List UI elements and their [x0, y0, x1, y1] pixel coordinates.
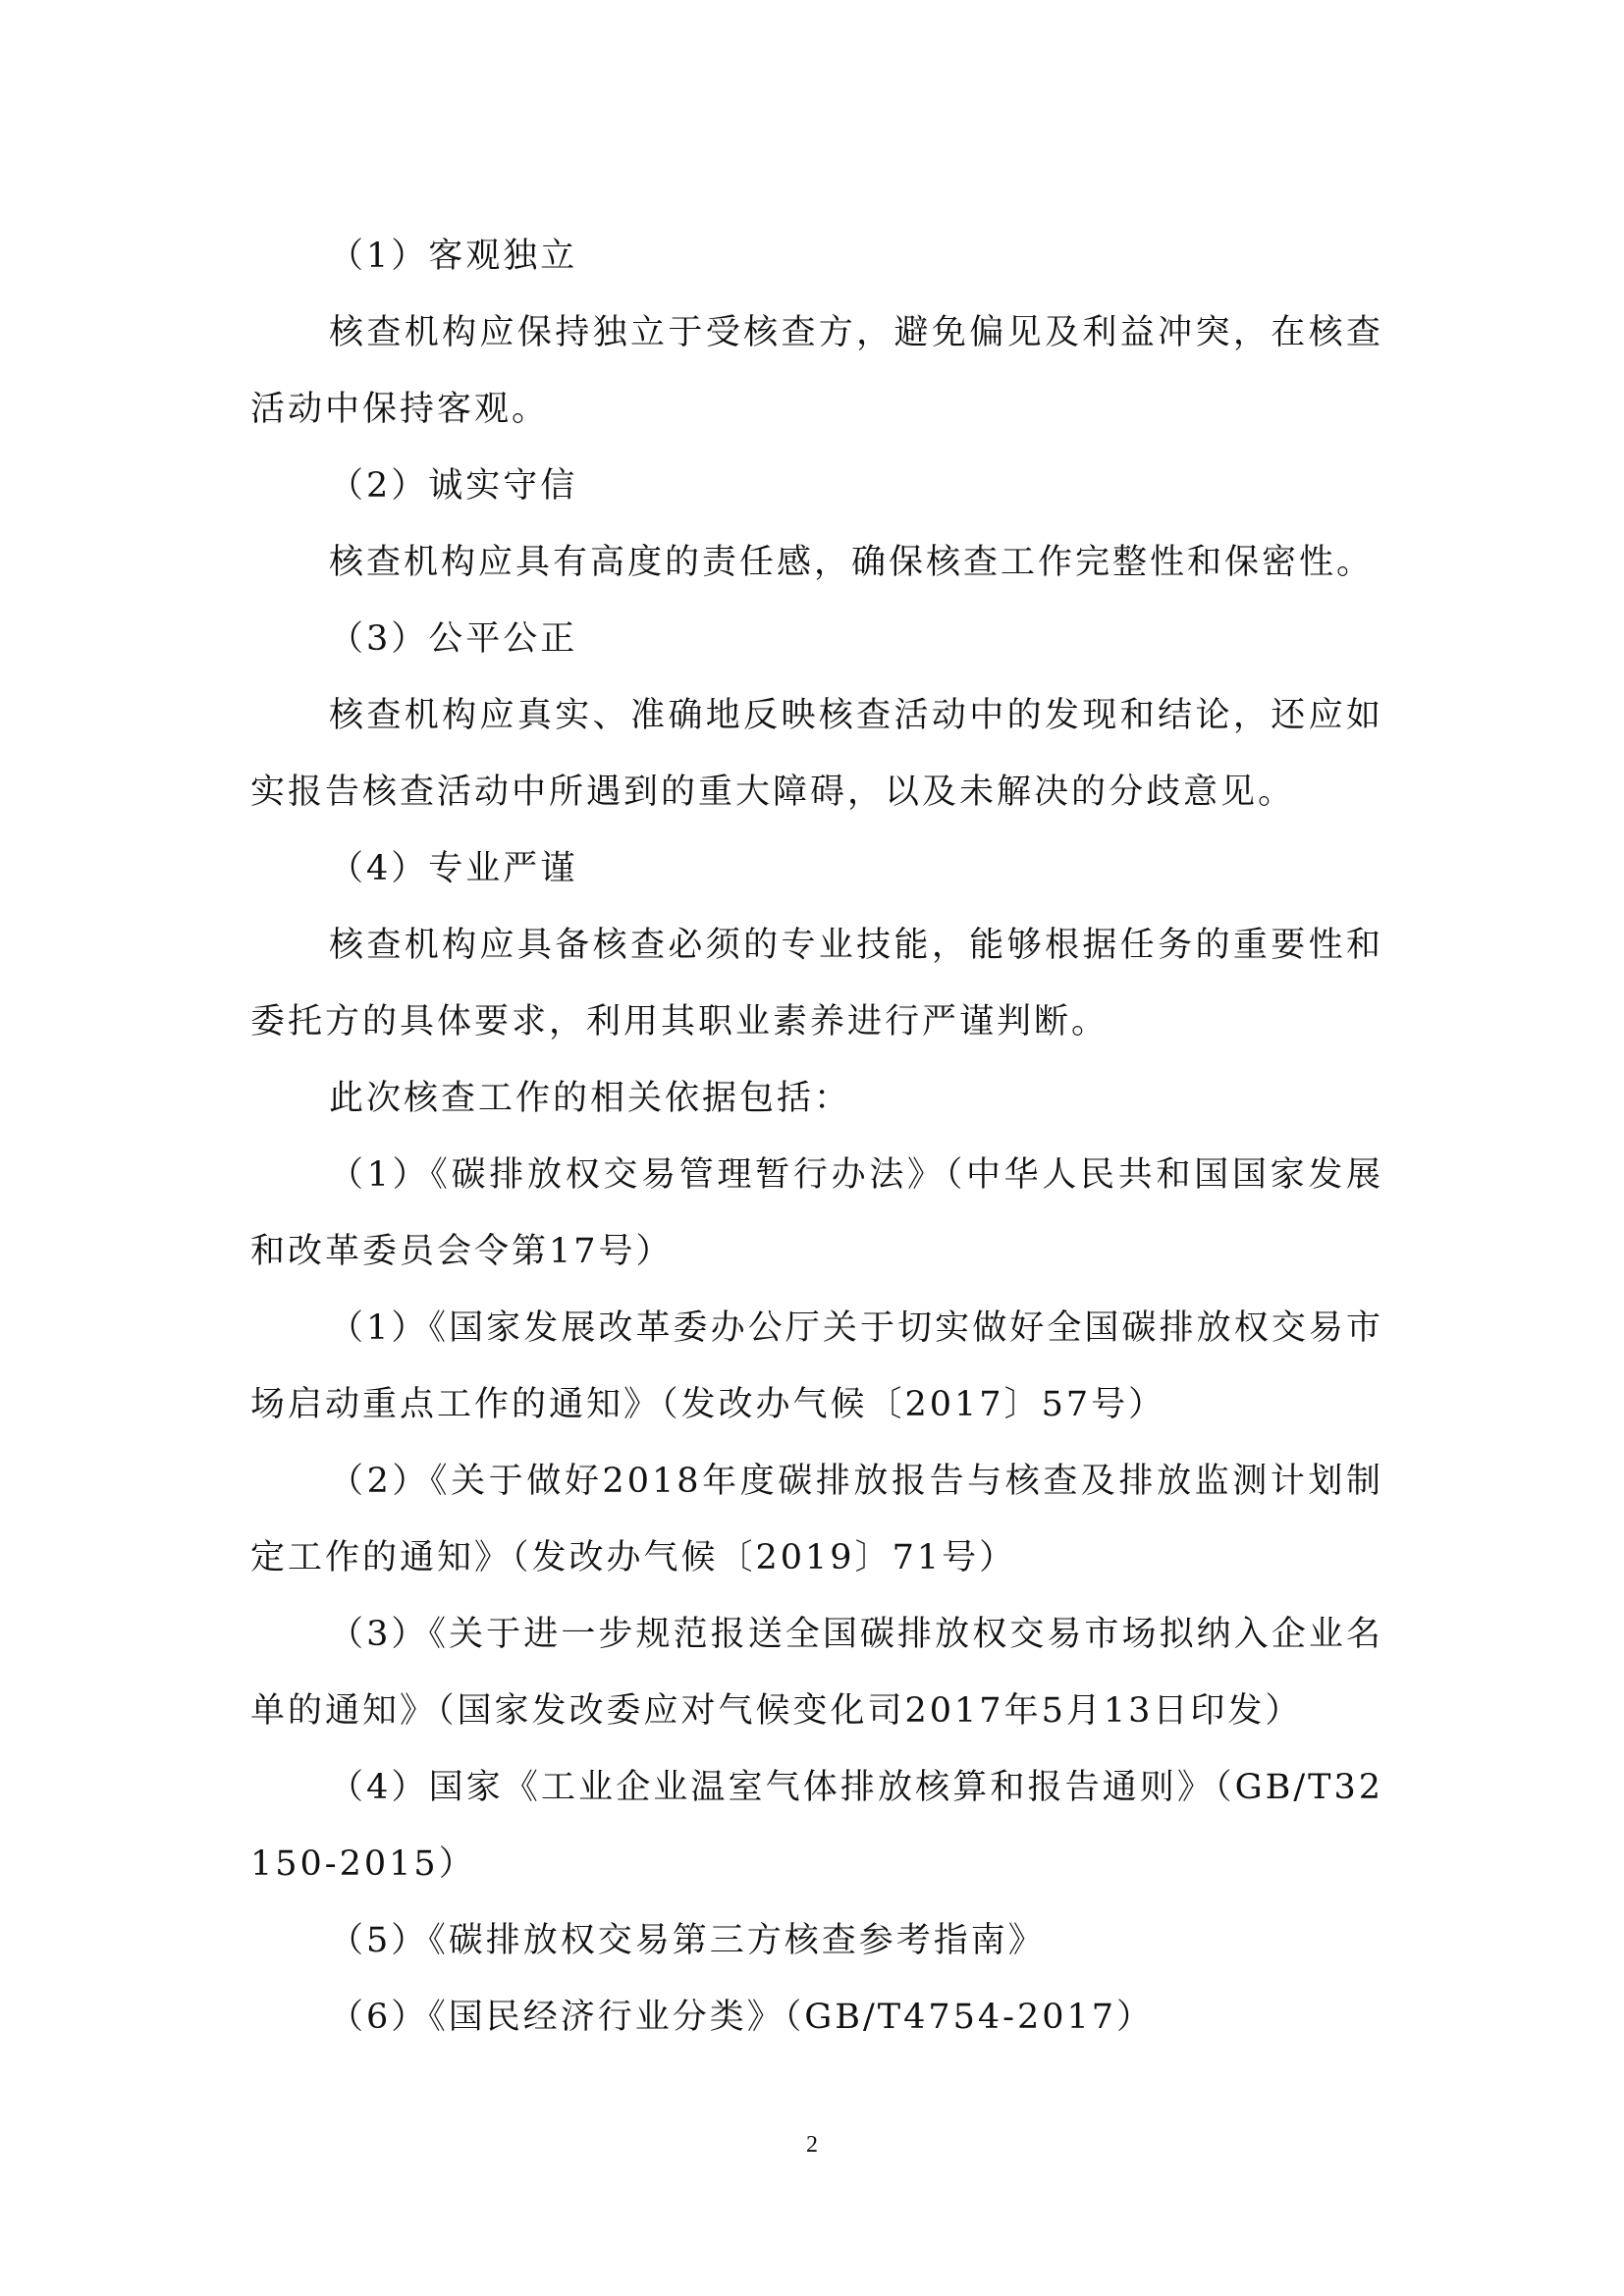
paragraph-basis-intro: 此次核查工作的相关依据包括：: [329, 1079, 852, 1118]
paragraph-professional-rigorous: 核查机构应具备核查必须的专业技能，能够根据任务的重要性和委托方的具体要求，利用其职业素养进行严谨判断。: [250, 926, 1383, 1041]
basis-item-5: （5）《碳排放权交易第三方核查参考指南》: [329, 1921, 1046, 1960]
heading-objective-independent: （1）客观独立: [329, 237, 578, 276]
basis-item-3: （3）《关于进一步规范报送全国碳排放权交易市场拟纳入企业名单的通知》（国家发改委应对气候变化司2017年5月13日印发）: [250, 1615, 1383, 1731]
basis-item-1b: （1）《国家发展改革委办公厅关于切实做好全国碳排放权交易市场启动重点工作的通知》（发改办气候〔2017〕57号）: [250, 1308, 1383, 1424]
heading-honest-trustworthy: （2）诚实守信: [329, 466, 578, 506]
body-text: [250, 218, 1383, 2056]
heading-professional-rigorous: （4）专业严谨: [329, 849, 578, 888]
heading-fair-just: （3）公平公正: [329, 619, 578, 659]
paragraph-fair-just: 核查机构应真实、准确地反映核查活动中的发现和结论，还应如实报告核查活动中所遇到的重大障碍，以及未解决的分歧意见。: [250, 696, 1383, 812]
paragraph-objective-independent: 核查机构应保持独立于受核查方，避免偏见及利益冲突，在核查活动中保持客观。: [250, 313, 1383, 429]
basis-item-6: （6）《国民经济行业分类》（GB/T4754-2017）: [329, 1998, 1155, 2037]
basis-item-2: （2）《关于做好2018年度碳排放报告与核查及排放监测计划制定工作的通知》（发改办气候〔2019〕71号）: [250, 1462, 1383, 1577]
basis-item-4: （4）国家《工业企业温室气体排放核算和报告通则》（GB/T32150-2015）: [250, 1768, 1383, 1884]
basis-item-1: （1）《碳排放权交易管理暂行办法》（中华人民共和国国家发展和改革委员会令第17号）: [250, 1155, 1383, 1271]
page-number: 2: [806, 2132, 818, 2158]
paragraph-honest-trustworthy: 核查机构应具有高度的责任感，确保核查工作完整性和保密性。: [329, 543, 1375, 582]
